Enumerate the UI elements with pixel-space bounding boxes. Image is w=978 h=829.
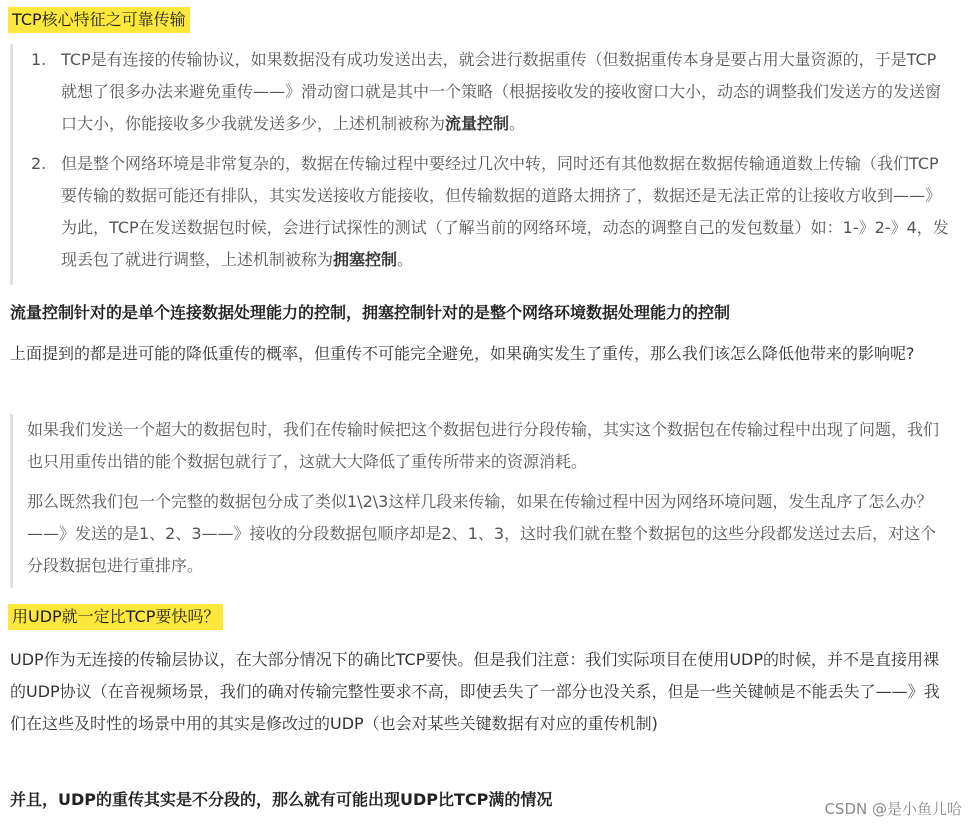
section-heading-udp-faster: 用UDP就一定比TCP要快吗？ <box>8 604 223 630</box>
quote-paragraph: 那么既然我们包一个完整的数据包分成了类似1\2\3这样几段来传输，如果在传输过程中因为网络环境问题，发生乱序了怎么办？——》发送的是1、2、3——》接收的分段数据包顺序却是2、1、3，这时我们就在整个数据包的这些分段都发送过去后，对这个分段数据包进行重排序。 <box>27 492 937 575</box>
paragraph-udp-explanation: UDP作为无连接的传输层协议，在大部分情况下的确比TCP要快。但是我们注意：我们实际项目在使用UDP的时候，并不是直接用裸的UDP协议（在音视频场景，我们的确对传输完整性要求不高，即使丢失了一部分也没关系，但是一些关键帧是不能丢失了——》我们在这些及时性的场景中用的其实是修改过的UDP（也会对某些关键数据有对应的重传机制) <box>10 650 940 733</box>
congestion-control-term: 拥塞控制 <box>333 250 398 269</box>
list-number: 1. <box>31 50 47 69</box>
list-item-text: 但是整个网络环境是非常复杂的，数据在传输过程中要经过几次中转，同时还有其他数据在数据传输通道数上传输（我们TCP要传输的数据可能还有排队，其实发送接收方能接收，但传输数据的道路太拥挤了，数据还是无法正常的让接收方收到——》为此，TCP在发送数据包时候，会进行试探性的测试（了解当前的网络环境，动态的调整自己的发包数量）如：1-》2-》4，发现丢包了就进行调整，上述机制被称为 <box>61 154 949 269</box>
csdn-watermark: CSDN @是小鱼儿哈 <box>824 800 962 818</box>
paragraph-retransmission-impact: 上面提到的都是进可能的降低重传的概率，但重传不可能完全避免，如果确实发生了重传，那么我们该怎么降低他带来的影响呢? <box>10 344 915 363</box>
blockquote-tcp-mechanisms <box>10 44 951 285</box>
blockquote-segmentation <box>10 414 947 588</box>
flow-control-term: 流量控制 <box>445 114 510 133</box>
list-item <box>13 148 951 276</box>
quote-paragraph: 如果我们发送一个超大的数据包时，我们在传输时候把这个数据包进行分段传输，其实这个数据包在传输过程中出现了问题，我们也只用重传出错的能个数据包就行了，这就大大降低了重传所带来的资源消耗。 <box>27 420 940 471</box>
bold-summary-flow-vs-congestion: 流量控制针对的是单个连接数据处理能力的控制，拥塞控制针对的是整个网络环境数据处理能力的控制 <box>10 303 731 322</box>
list-number: 2. <box>31 154 47 173</box>
list-item-tail: 。 <box>397 250 414 269</box>
list-item <box>13 44 951 140</box>
list-item-tail: 。 <box>509 114 526 133</box>
section-heading-tcp-reliable: TCP核心特征之可靠传输 <box>8 7 190 33</box>
bold-conclusion-udp: 并且，UDP的重传其实是不分段的，那么就有可能出现UDP比TCP满的情况 <box>10 790 553 809</box>
ordered-list <box>13 44 951 276</box>
list-item-text: TCP是有连接的传输协议，如果数据没有成功发送出去，就会进行数据重传（但数据重传本身是要占用大量资源的，于是TCP就想了很多办法来避免重传——》滑动窗口就是其中一个策略（根据接收发的接收窗口大小，动态的调整我们发送方的发送窗口大小，你能接收多少我就发送多少，上述机制被称为 <box>61 50 942 133</box>
